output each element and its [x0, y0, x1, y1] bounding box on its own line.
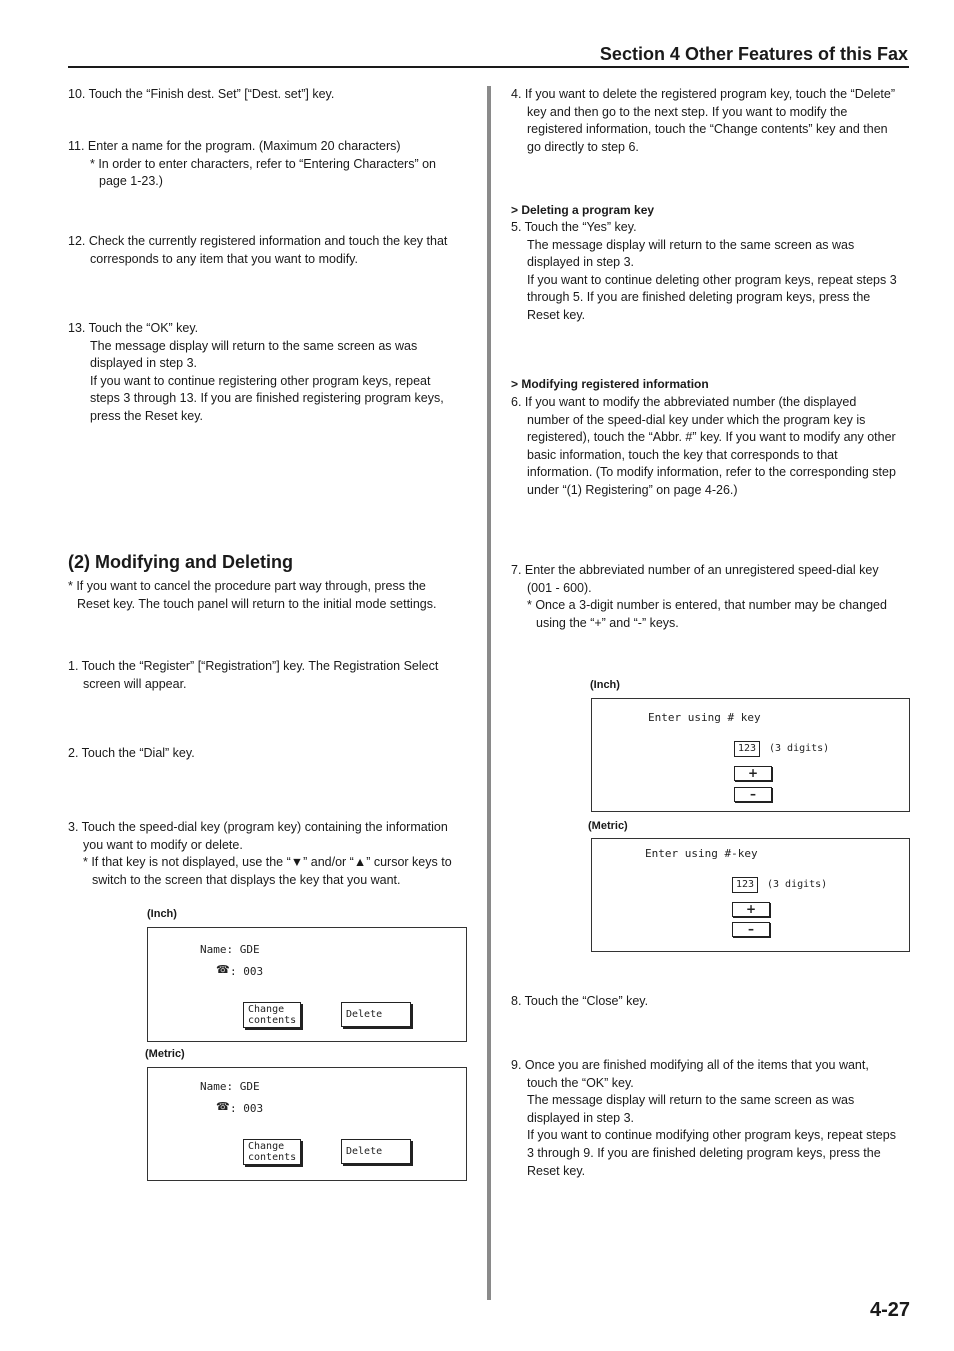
step-13: 13. Touch the “OK” key. The message display will return to the same screen as was displayed in step 3. If you want to continue registering other program keys, repeat steps 3 through 13. If you are finished registering program keys, press the Reset key.	[68, 321, 444, 423]
digits-hint: (3 digits)	[767, 879, 828, 890]
step-12: 12. Check the currently registered information and touch the key that corresponds to any item that you want to modify.	[68, 234, 448, 266]
name-line: Name: GDE	[200, 943, 260, 956]
step-3: 3. Touch the speed-dial key (program key) containing the information you want to modify or delete. * If that key is not displayed, use the “▼” and/or “▲” cursor keys to switch to the screen that displays the key that you want.	[68, 820, 452, 887]
change-contents-button[interactable]: Change contents	[243, 1002, 301, 1028]
change-contents-button[interactable]: Change contents	[243, 1139, 301, 1165]
abbr-number-screen-inch	[591, 698, 910, 812]
step-5: 5. Touch the “Yes” key. The message display will return to the same screen as was displayed in step 3. If you want to continue deleting other program keys, repeat steps 3 through 5. If you are finished deleting program keys, press the Reset key.	[511, 220, 897, 322]
section-heading: (2) Modifying and Deleting	[68, 552, 293, 572]
plus-button[interactable]: +	[734, 766, 772, 781]
entry-prompt: Enter using #-key	[645, 847, 758, 860]
phone-icon: ☎	[216, 1100, 230, 1113]
inch-label: (Inch)	[590, 679, 620, 691]
abbr-number-screen-metric	[591, 838, 910, 952]
delete-button[interactable]: Delete	[341, 1002, 411, 1027]
speed-dial-number: : 003	[230, 965, 264, 978]
step-11: 11. Enter a name for the program. (Maximum 20 characters) * In order to enter characters, refer to “Entering Characters” on page 1-23.)	[68, 139, 436, 189]
metric-label: (Metric)	[588, 820, 628, 832]
plus-button[interactable]: +	[732, 902, 770, 917]
step-9: 9. Once you are finished modifying all of the items that you want, touch the “OK” key. The message display will return to the same screen as was displayed in step 3. If you want to continue modifying other program keys, repeat steps 3 through 9. If you are finished deleting program keys, press the Reset key.	[511, 1058, 896, 1178]
entry-prompt: Enter using # key	[648, 711, 761, 724]
cancel-note: * If you want to cancel the procedure part way through, press the Reset key. The touch panel will return to the initial mode settings.	[68, 579, 437, 611]
column-divider	[487, 86, 491, 1300]
subheading-deleting: > Deleting a program key	[511, 203, 655, 217]
step-10: 10. Touch the “Finish dest. Set” [“Dest. set”] key.	[68, 87, 335, 101]
step-7: 7. Enter the abbreviated number of an unregistered speed-dial key (001 - 600). * Once a 3-digit number is entered, that number may be changed using the “+” and “-” keys.	[511, 563, 887, 630]
inch-label: (Inch)	[147, 908, 177, 920]
name-line: Name: GDE	[200, 1080, 260, 1093]
minus-button[interactable]: –	[732, 922, 770, 937]
step-2: 2. Touch the “Dial” key.	[68, 746, 195, 760]
page-number: 4-27	[869, 1299, 910, 1321]
subheading-modifying: > Modifying registered information	[511, 377, 709, 391]
phone-icon: ☎	[216, 963, 230, 976]
abbr-number-field[interactable]: 123	[734, 741, 760, 757]
delete-button[interactable]: Delete	[341, 1139, 411, 1164]
speed-dial-number: : 003	[230, 1102, 264, 1115]
minus-button[interactable]: –	[734, 787, 772, 802]
section-title: Section 4 Other Features of this Fax	[599, 44, 908, 64]
metric-label: (Metric)	[145, 1048, 185, 1060]
program-key-screen-inch	[147, 927, 467, 1042]
step-6: 6. If you want to modify the abbreviated number (the displayed number of the speed-dial key under which the program key is registered), touch the “Abbr. #” key. If you want to modify any other basic information, touch the key that corresponds to that information. (To modify information, refer to the corresponding step under “(1) Registering” on page 4-26.)	[511, 395, 896, 497]
abbr-number-field[interactable]: 123	[732, 877, 758, 893]
program-key-screen-metric	[147, 1067, 467, 1181]
header-rule	[68, 66, 909, 68]
step-8: 8. Touch the “Close” key.	[511, 994, 649, 1008]
step-4: 4. If you want to delete the registered program key, touch the “Delete” key and then go to the next step. If you want to modify the registered information, touch the “Change contents” key and then go directly to step 6.	[511, 87, 896, 154]
step-1: 1. Touch the “Register” [“Registration”] key. The Registration Select screen will appear.	[68, 659, 439, 691]
digits-hint: (3 digits)	[769, 743, 830, 754]
